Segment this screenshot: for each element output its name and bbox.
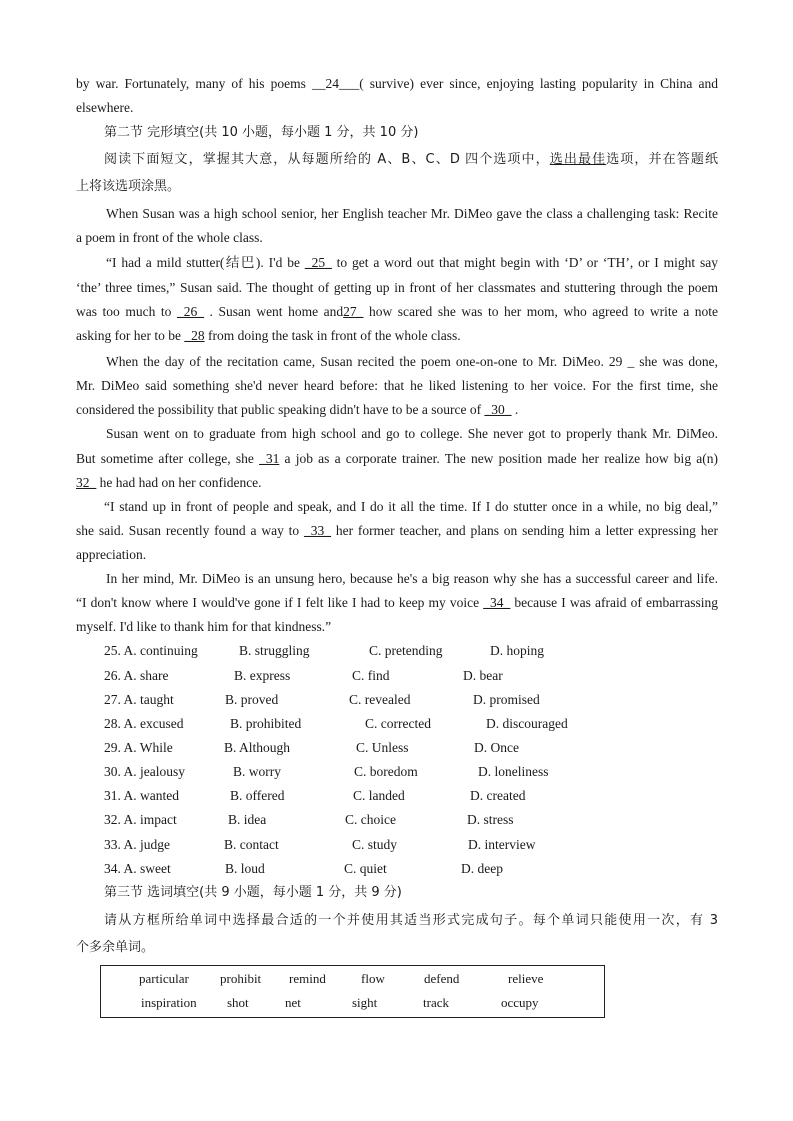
passage-p1-line-2: a poem in front of the whole class. <box>76 230 263 245</box>
blank-34: _34_ <box>483 595 511 610</box>
section2-heading: 第二节 完形填空(共 10 小题，每小题 1 分，共 10 分) <box>104 125 419 140</box>
blank-26: _26_ <box>177 304 204 319</box>
passage-p4-line-1: Susan went on to graduate from high school and go to college. She never got to properly thank Mr. DiMeo. <box>106 426 718 441</box>
blank-25: _25_ <box>304 255 332 270</box>
word-bank-word: flow <box>361 971 385 986</box>
passage-p6-line-3: myself. I'd like to thank him for that kindness.” <box>76 619 332 634</box>
word-bank-word: remind <box>289 971 326 986</box>
word-bank-word: track <box>423 995 449 1010</box>
word-bank-word: shot <box>227 995 249 1010</box>
word-bank-box <box>100 965 605 1018</box>
passage-p3-line-2: Mr. DiMeo said something she'd never heard before: that he liked listening to her voice. For the first time, she <box>76 378 718 393</box>
blank-27: 27_ <box>343 304 364 319</box>
passage-p2-line-3: was too much to _26_ . Susan went home and27_ how scared she was to her mom, who agreed to write a note <box>76 304 718 319</box>
blank-31: _31 <box>259 451 280 466</box>
war-para-line-1: by war. Fortunately, many of his poems __24___( survive) ever since, enjoying lasting popularity in China and <box>76 76 718 91</box>
war-para-line-2: elsewhere. <box>76 100 134 115</box>
option-row: 33. A. judge B. contact C. study D. interview <box>104 837 536 852</box>
section3-instruction-line-2: 个多余单词。 <box>76 940 155 955</box>
passage-p3-line-3: considered the possibility that public speaking didn't have to be a source of _30_ . <box>76 402 519 417</box>
word-bank-word: net <box>285 995 301 1010</box>
section3-instruction-line-1: 请从方框所给单词中选择最合适的一个并使用其适当形式完成句子。每个单词只能使用一次，有 3 <box>104 913 718 928</box>
passage-p1-line-1: When Susan was a high school senior, her English teacher Mr. DiMeo gave the class a challenging task: Recite <box>106 206 718 221</box>
word-bank-word: inspiration <box>141 995 197 1010</box>
passage-p4-line-2: But sometime after college, she _31 a job as a corporate trainer. The new position made her realize how big a(n) <box>76 451 718 466</box>
word-bank-word: prohibit <box>220 971 262 986</box>
option-row: 25. A. continuing B. struggling C. pretending D. hoping <box>104 643 544 658</box>
option-row: 26. A. share B. express C. find D. bear <box>104 668 503 683</box>
passage-p6-line-2: “I don't know where I would've gone if I felt like I had to keep my voice _34_ because I was afraid of embarrassing <box>76 595 718 610</box>
passage-p5-line-3: appreciation. <box>76 547 147 562</box>
option-row: 31. A. wanted B. offered C. landed D. created <box>104 788 526 803</box>
word-bank-word: relieve <box>508 971 544 986</box>
blank-28: _28 <box>184 328 205 343</box>
option-row: 29. A. While B. Although C. Unless D. Once <box>104 740 519 755</box>
passage-p2-line-4: asking for her to be _28 from doing the task in front of the whole class. <box>76 328 461 343</box>
section3-heading: 第三节 选词填空(共 9 小题，每小题 1 分，共 9 分) <box>104 885 402 900</box>
word-bank-word: defend <box>424 971 460 986</box>
section2-instruction-line-2: 上将该选项涂黑。 <box>76 179 181 194</box>
blank-33: _33_ <box>304 523 332 538</box>
blank-32: 32_ <box>76 475 97 490</box>
section2-instruction-line-1: 阅读下面短文，掌握其大意，从每题所给的 A、B、C、D 四个选项中，选出最佳选项，并在答题纸 <box>104 152 718 167</box>
option-row: 32. A. impact B. idea C. choice D. stress <box>104 812 514 827</box>
passage-p2-line-2: ‘the’ three times,” Susan said. The thought of getting up in front of her classmates and stuttering through the poem <box>76 280 718 295</box>
option-row: 28. A. excused B. prohibited C. corrected D. discouraged <box>104 716 568 731</box>
word-bank-word: occupy <box>501 995 539 1010</box>
word-bank-word: sight <box>352 995 378 1010</box>
passage-p4-line-3: 32_ he had had on her confidence. <box>76 475 262 490</box>
option-row: 34. A. sweet B. loud C. quiet D. deep <box>104 861 503 876</box>
passage-p6-line-1: In her mind, Mr. DiMeo is an unsung hero, because he's a big reason why she has a successful career and life. <box>106 571 718 586</box>
option-row: 27. A. taught B. proved C. revealed D. promised <box>104 692 540 707</box>
passage-p3-line-1: When the day of the recitation came, Susan recited the poem one-on-one to Mr. DiMeo. 29 _ she was done, <box>106 354 718 369</box>
passage-p5-line-2: she said. Susan recently found a way to _33_ her former teacher, and plans on sending him a letter expressing her <box>76 523 718 538</box>
word-bank-word: particular <box>139 971 189 986</box>
blank-30: _30_ <box>484 402 512 417</box>
passage-p2-line-1: “I had a mild stutter(结巴). I'd be _25_ to get a word out that might begin with ‘D’ or ‘TH’, or I might say <box>106 255 718 270</box>
passage-p5-line-1: “I stand up in front of people and speak, and I do it all the time. If I do stutter once in a while, no big deal,” <box>104 499 718 514</box>
option-row: 30. A. jealousy B. worry C. boredom D. loneliness <box>104 764 549 779</box>
